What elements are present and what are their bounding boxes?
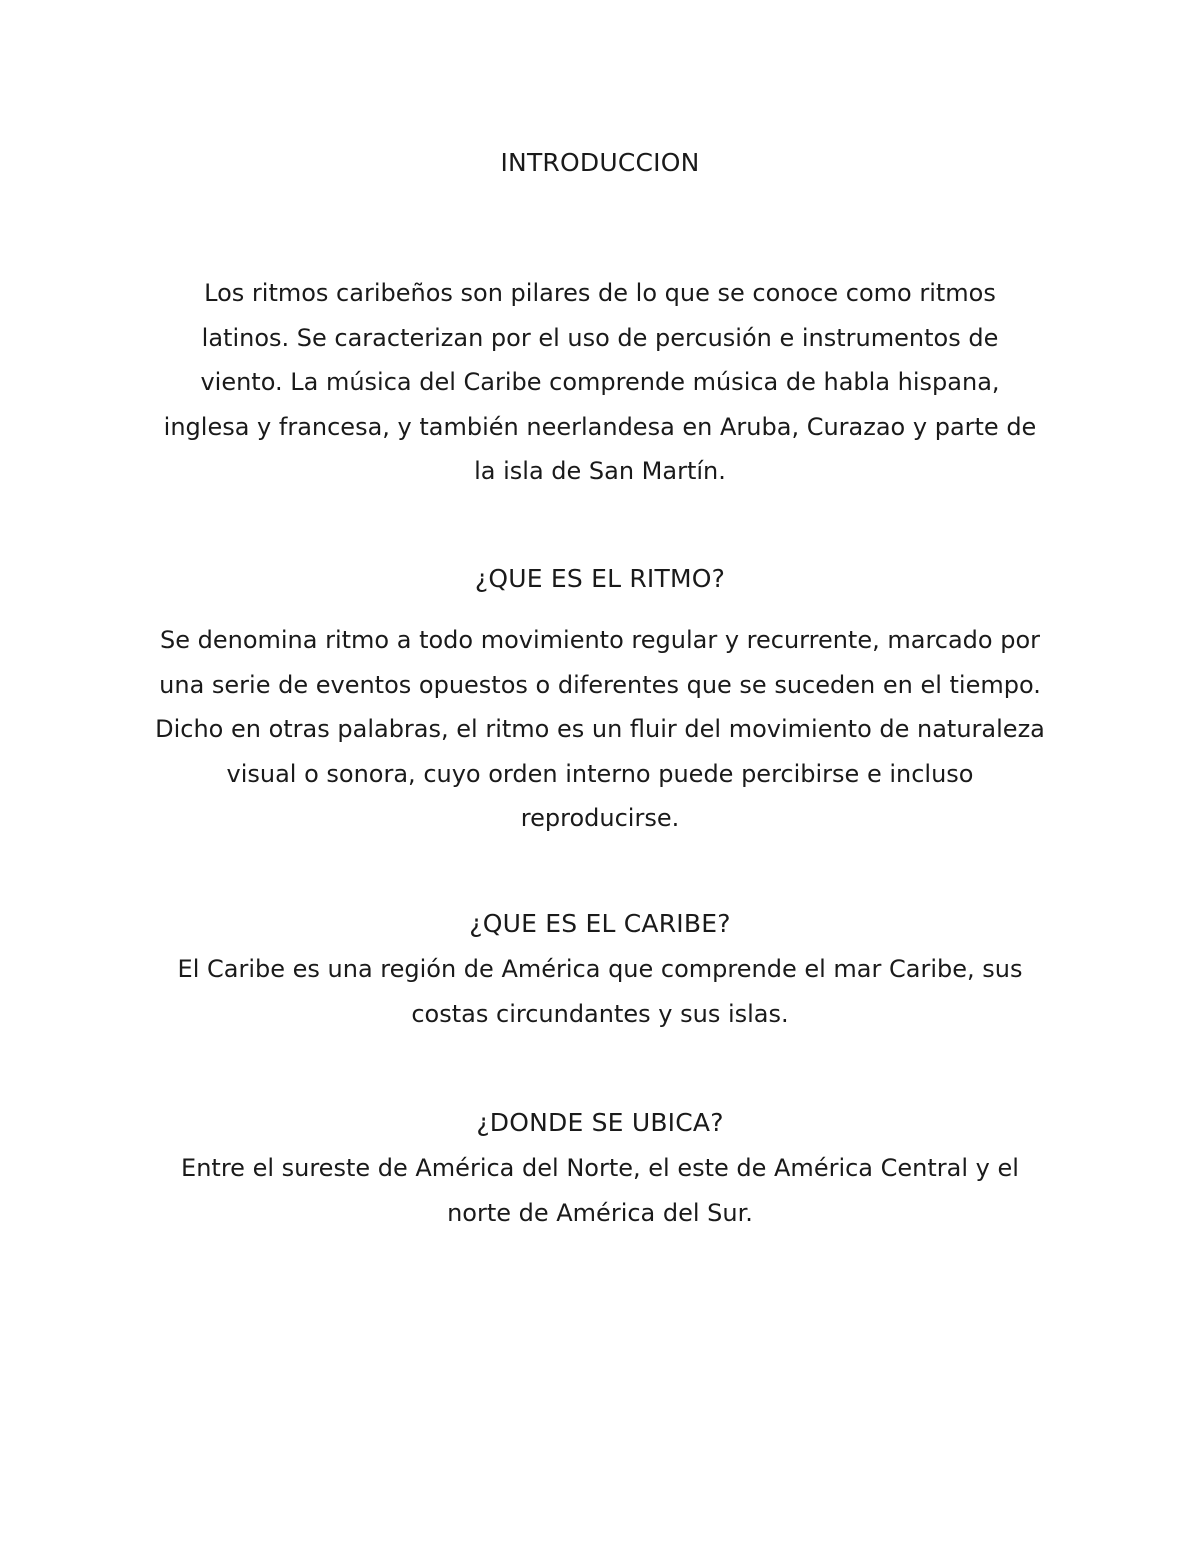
intro-line: Los ritmos caribeños son pilares de lo que se conoce como ritmos	[204, 279, 996, 307]
ritmo-line: visual o sonora, cuyo orden interno puede percibirse e incluso	[226, 759, 974, 788]
intro-line: inglesa y francesa, y también neerlandesa en Aruba, Curazao y parte de	[163, 412, 1037, 441]
caribe-line: costas circundantes y sus islas.	[411, 999, 789, 1028]
caribe-heading: ¿QUE ES EL CARIBE?	[469, 909, 731, 938]
ubica-line: norte de América del Sur.	[447, 1198, 753, 1227]
ubica-line: Entre el sureste de América del Norte, el este de América Central y el	[181, 1154, 1019, 1182]
caribe-line: El Caribe es una región de América que comprende el mar Caribe, sus	[177, 955, 1023, 983]
ritmo-paragraph	[140, 618, 1060, 841]
intro-line: la isla de San Martín.	[474, 457, 726, 485]
ritmo-heading: ¿QUE ES EL RITMO?	[474, 564, 726, 593]
ritmo-line: reproducirse.	[520, 804, 680, 832]
ritmo-line: Se denomina ritmo a todo movimiento regular y recurrente, marcado por	[159, 626, 1041, 654]
ubica-heading: ¿DONDE SE UBICA?	[476, 1108, 724, 1137]
caribe-paragraph	[140, 947, 1060, 1036]
ubica-paragraph	[140, 1146, 1060, 1235]
intro-line: latinos. Se caracterizan por el uso de percusión e instrumentos de	[201, 323, 999, 352]
ritmo-line: una serie de eventos opuestos o diferentes que se suceden en el tiempo.	[159, 670, 1041, 699]
ritmo-line: Dicho en otras palabras, el ritmo es un fluir del movimiento de naturaleza	[155, 715, 1045, 743]
intro-paragraph	[140, 271, 1060, 494]
intro-line: viento. La música del Caribe comprende música de habla hispana,	[200, 368, 1000, 396]
intro-heading: INTRODUCCION	[500, 148, 700, 177]
